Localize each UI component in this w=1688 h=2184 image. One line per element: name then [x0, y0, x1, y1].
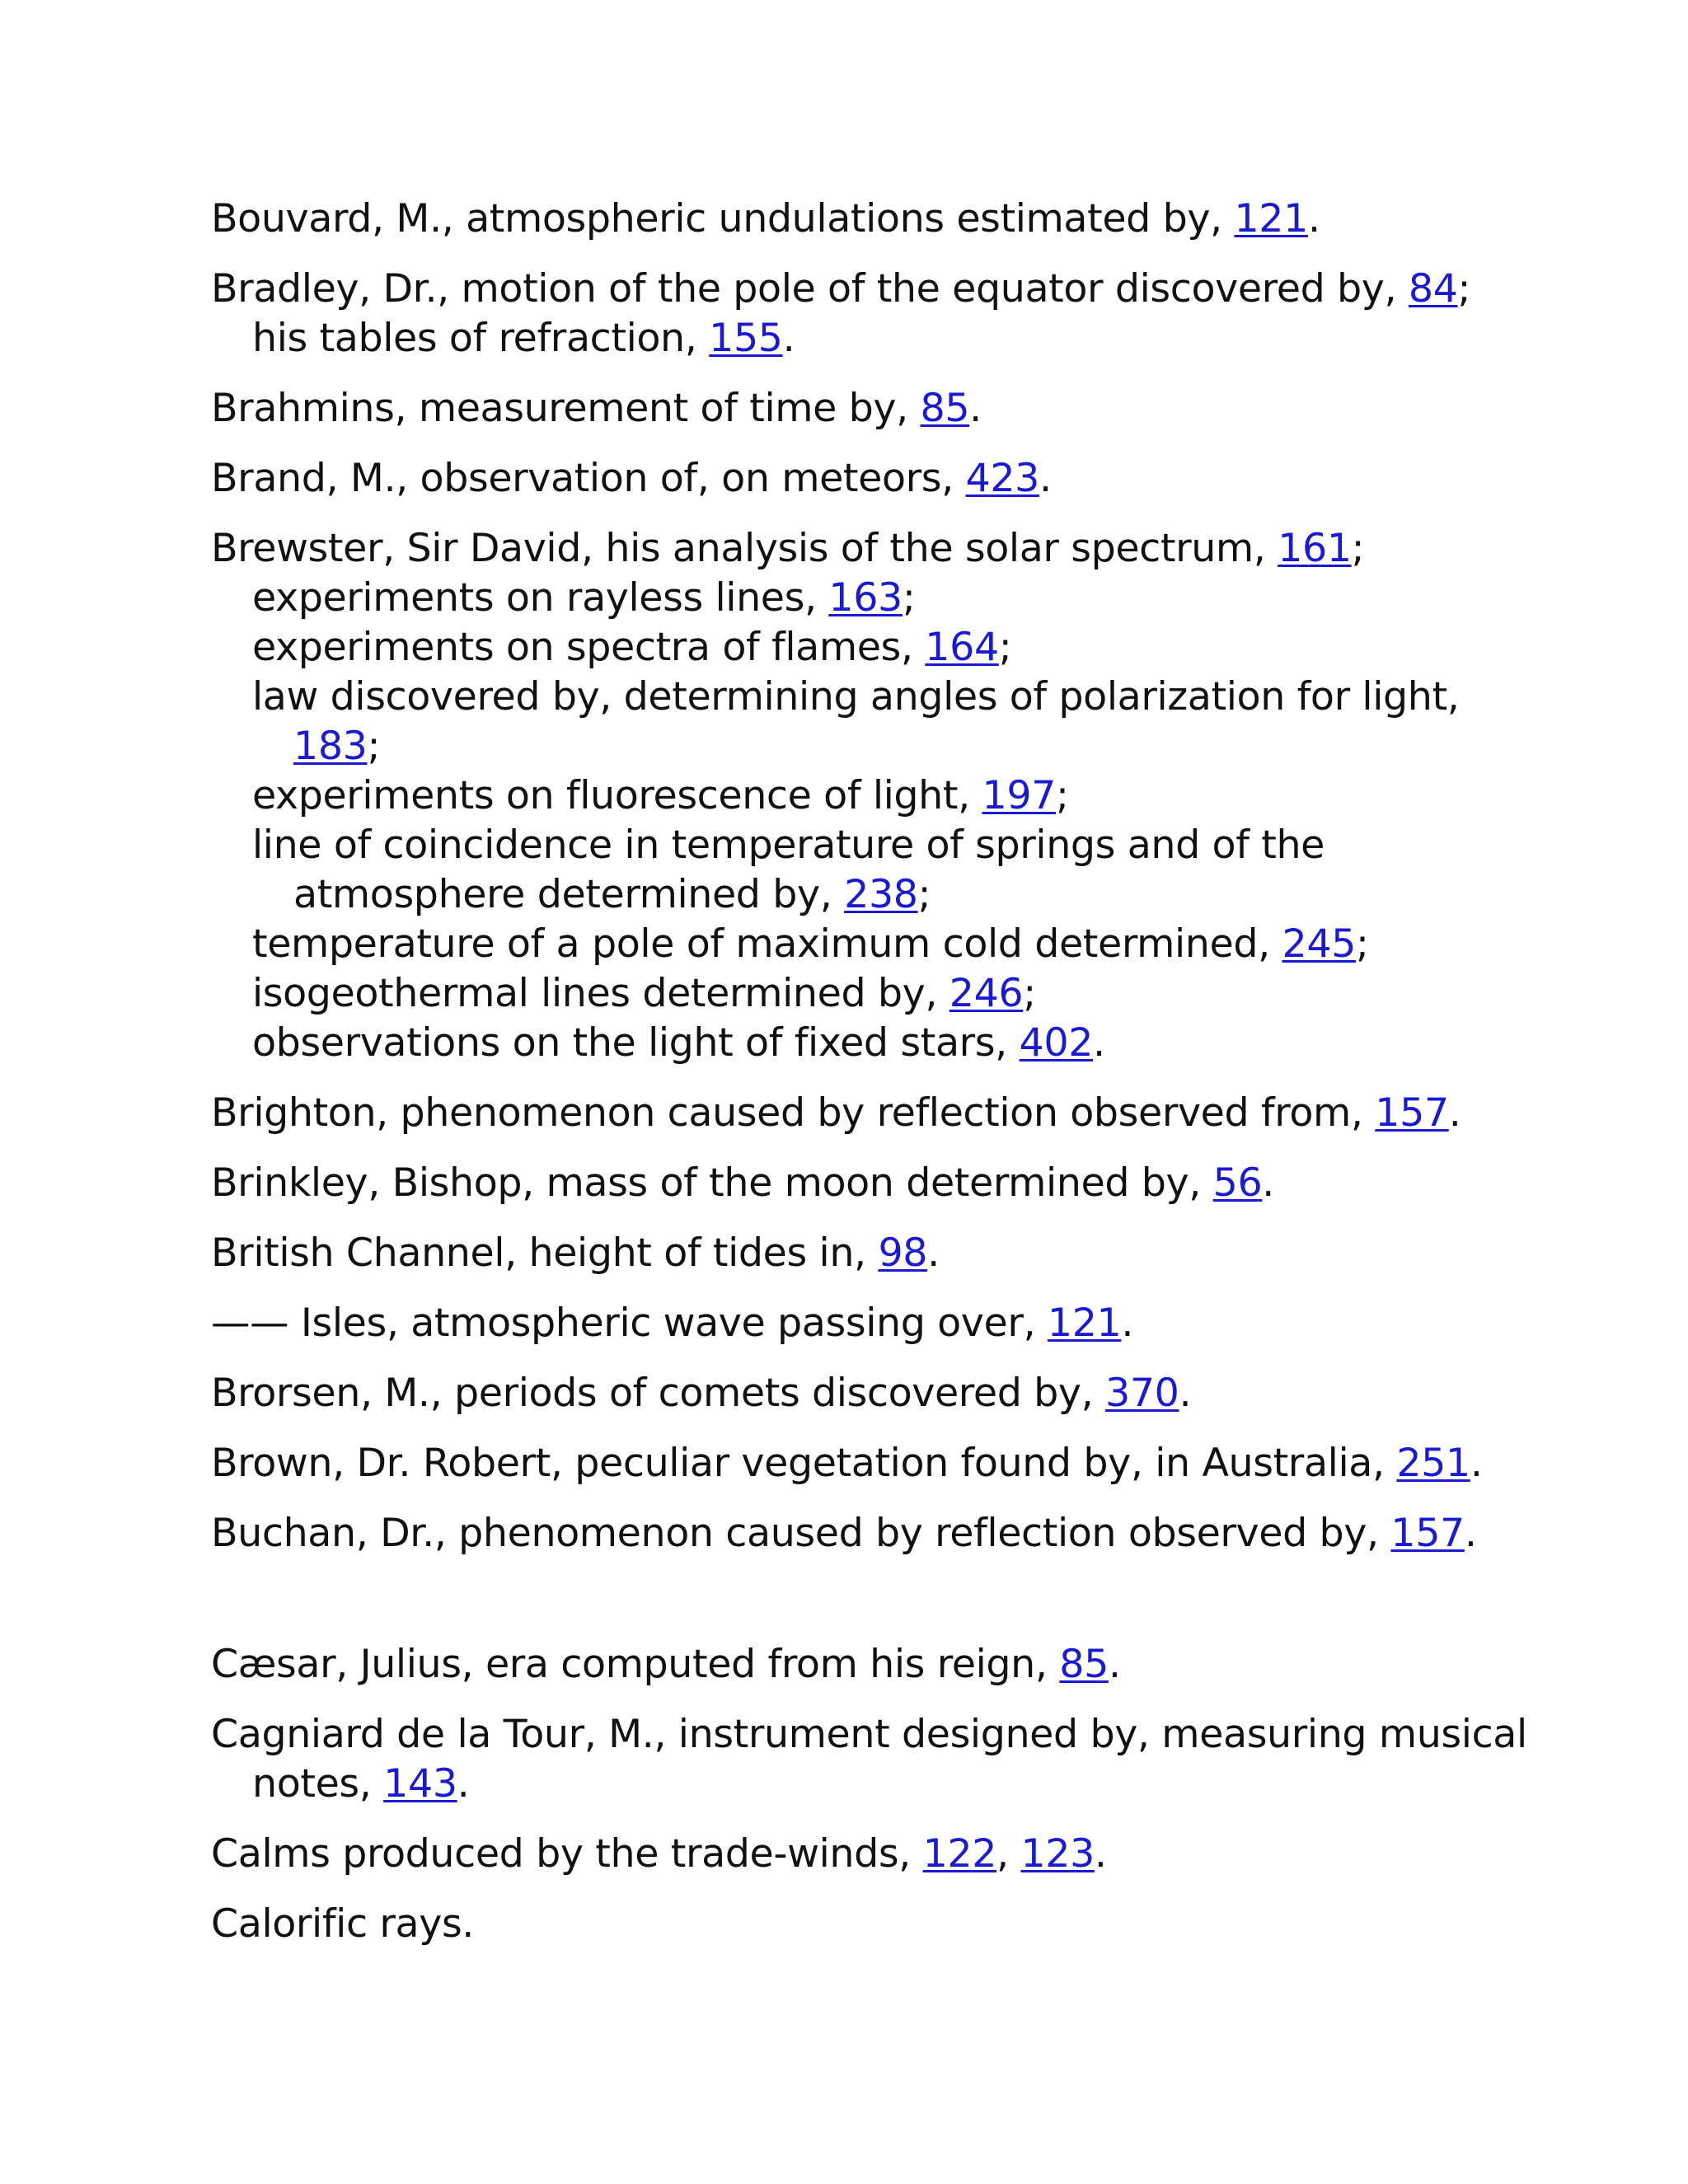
index-entry [211, 1439, 1497, 1488]
page-number-link[interactable]: 370 [1105, 1371, 1179, 1416]
entry-text: line of coincidence in temperature of springs and of the [252, 823, 1325, 868]
entry-text: notes, [252, 1761, 384, 1807]
entry-text: . [927, 1230, 940, 1276]
entry-subline [211, 722, 1497, 771]
page-number-link[interactable]: 423 [965, 456, 1039, 501]
entry-text: ; [1023, 971, 1036, 1016]
entry-text: British Channel, height of tides in, [211, 1230, 879, 1276]
entry-text: Brewster, Sir David, his analysis of the solar spectrum, [211, 526, 1278, 571]
page-number-link[interactable]: 98 [878, 1230, 928, 1276]
index-entry [211, 265, 1497, 363]
entry-heading-line [211, 1830, 1497, 1879]
entry-subline [211, 920, 1497, 969]
index-entry [211, 1369, 1497, 1418]
entry-subline [211, 771, 1497, 821]
entry-subline [211, 314, 1497, 363]
entry-heading-line [211, 265, 1497, 314]
entry-text: Brighton, phenomenon caused by reflection observed from, [211, 1090, 1376, 1136]
page-number-link[interactable]: 402 [1019, 1020, 1094, 1066]
page-number-link[interactable]: 123 [1020, 1831, 1095, 1877]
entry-text: . [1464, 1511, 1477, 1556]
entry-subline [211, 1760, 1497, 1809]
entry-text: . [1448, 1090, 1461, 1136]
page-number-link[interactable]: 121 [1234, 196, 1308, 241]
page-number-link[interactable]: 85 [920, 386, 970, 431]
entry-text: . [969, 386, 982, 431]
entry-text: Cæsar, Julius, era computed from his reign, [211, 1642, 1060, 1687]
entry-heading-line [211, 1089, 1497, 1138]
index-entry [211, 454, 1497, 504]
entry-heading-line [211, 1900, 1497, 1949]
entry-text: . [1039, 456, 1052, 501]
entry-heading-line [211, 1159, 1497, 1208]
entry-text: atmosphere determined by, [293, 872, 845, 917]
entry-heading-line [211, 1299, 1497, 1348]
entry-heading-line [211, 1229, 1497, 1278]
entry-text: ; [902, 575, 916, 621]
page-number-link[interactable]: 157 [1390, 1511, 1465, 1556]
entry-text: . [1470, 1441, 1483, 1486]
index-entry [211, 194, 1497, 244]
index-entry [211, 1710, 1527, 1809]
entry-text: observations on the light of fixed stars, [252, 1020, 1020, 1066]
entry-heading-line [211, 1369, 1497, 1418]
index-entry [211, 1640, 1497, 1690]
page-number-link[interactable]: 155 [709, 316, 783, 361]
entry-text: ; [1055, 773, 1069, 818]
entry-text: experiments on spectra of flames, [252, 625, 926, 670]
entry-text: . [782, 316, 795, 361]
entry-text: Buchan, Dr., phenomenon caused by reflection observed by, [211, 1511, 1391, 1556]
entry-text: Brahmins, measurement of time by, [211, 386, 921, 431]
entry-text: ; [367, 724, 381, 769]
entry-subline [211, 574, 1497, 623]
page-number-link[interactable]: 164 [925, 625, 999, 670]
entry-subline [211, 821, 1497, 870]
page-number-link[interactable]: 84 [1408, 266, 1458, 312]
page-number-link[interactable]: 238 [844, 872, 918, 917]
index-entry [211, 1299, 1497, 1348]
entry-text: . [457, 1761, 470, 1807]
entry-text: . [1307, 196, 1320, 241]
page-number-link[interactable]: 122 [922, 1831, 997, 1877]
index-page [211, 194, 1527, 1970]
entry-text: . [1093, 1020, 1105, 1066]
entry-text: , [996, 1831, 1021, 1877]
entry-text: ; [1351, 526, 1365, 571]
page-number-link[interactable]: 157 [1375, 1090, 1449, 1136]
index-entry [211, 1089, 1497, 1138]
page-number-link[interactable]: 163 [828, 575, 903, 621]
entry-subline [211, 673, 1497, 722]
index-entry [211, 1509, 1497, 1558]
entry-text: Brorsen, M., periods of comets discovered by, [211, 1371, 1106, 1416]
entry-heading-line [211, 1439, 1497, 1488]
entry-text: law discovered by, determining angles of polarization for light, [252, 674, 1460, 719]
page-number-link[interactable]: 121 [1047, 1301, 1122, 1346]
entry-text: ; [917, 872, 931, 917]
entry-text: Brinkley, Bishop, mass of the moon determined by, [211, 1160, 1213, 1206]
page-number-link[interactable]: 85 [1059, 1642, 1109, 1687]
entry-text: . [1094, 1831, 1107, 1877]
entry-text: Bouvard, M., atmospheric undulations estimated by, [211, 196, 1235, 241]
page-number-link[interactable]: 143 [383, 1761, 457, 1807]
entry-text: . [1121, 1301, 1134, 1346]
entry-text: ; [998, 625, 1012, 670]
index-entry [211, 1830, 1497, 1879]
index-entry [211, 1900, 1497, 1949]
entry-text: Brown, Dr. Robert, peculiar vegetation found by, in Australia, [211, 1441, 1397, 1486]
entry-text: . [1179, 1371, 1192, 1416]
entry-text: Calms produced by the trade-winds, [211, 1831, 923, 1877]
index-entry [211, 524, 1497, 1068]
entry-heading-line [211, 1640, 1497, 1690]
entry-text: temperature of a pole of maximum cold determined, [252, 921, 1282, 967]
page-number-link[interactable]: 56 [1212, 1160, 1263, 1206]
entry-heading-line [211, 384, 1497, 434]
page-number-link[interactable]: 246 [949, 971, 1024, 1016]
entry-heading-line [211, 1710, 1527, 1760]
entry-text: isogeothermal lines determined by, [252, 971, 950, 1016]
page-number-link[interactable]: 245 [1282, 921, 1356, 967]
page-number-link[interactable]: 161 [1278, 526, 1352, 571]
entry-subline [211, 1019, 1497, 1068]
entry-text: his tables of refraction, [252, 316, 710, 361]
entry-text: experiments on fluorescence of light, [252, 773, 982, 818]
entry-text: . [1262, 1160, 1274, 1206]
page-number-link[interactable]: 251 [1396, 1441, 1470, 1486]
entry-text: Calorific rays. [211, 1901, 474, 1947]
index-entry [211, 384, 1497, 434]
page-number-link[interactable]: 197 [982, 773, 1056, 818]
entry-text: ; [1355, 921, 1369, 967]
entry-heading-line [211, 1509, 1497, 1558]
entry-subline [211, 969, 1497, 1019]
entry-text: —— Isles, atmospheric wave passing over, [211, 1301, 1048, 1346]
index-entry [211, 1229, 1497, 1278]
entry-text: experiments on rayless lines, [252, 575, 829, 621]
entry-text: Bradley, Dr., motion of the pole of the equator discovered by, [211, 266, 1409, 312]
entry-text: ; [1457, 266, 1471, 312]
letter-section-gap [211, 1579, 1497, 1640]
entry-text: Brand, M., observation of, on meteors, [211, 456, 966, 501]
entry-subline [211, 623, 1497, 673]
index-entry [211, 1159, 1497, 1208]
entry-text: Cagniard de la Tour, M., instrument designed by, measuring musical [211, 1712, 1527, 1757]
entry-heading-line [211, 194, 1497, 244]
entry-heading-line [211, 454, 1497, 504]
page-number-link[interactable]: 183 [293, 724, 368, 769]
entry-subline [211, 870, 1497, 920]
entry-text: . [1108, 1642, 1121, 1687]
entry-heading-line [211, 524, 1497, 574]
